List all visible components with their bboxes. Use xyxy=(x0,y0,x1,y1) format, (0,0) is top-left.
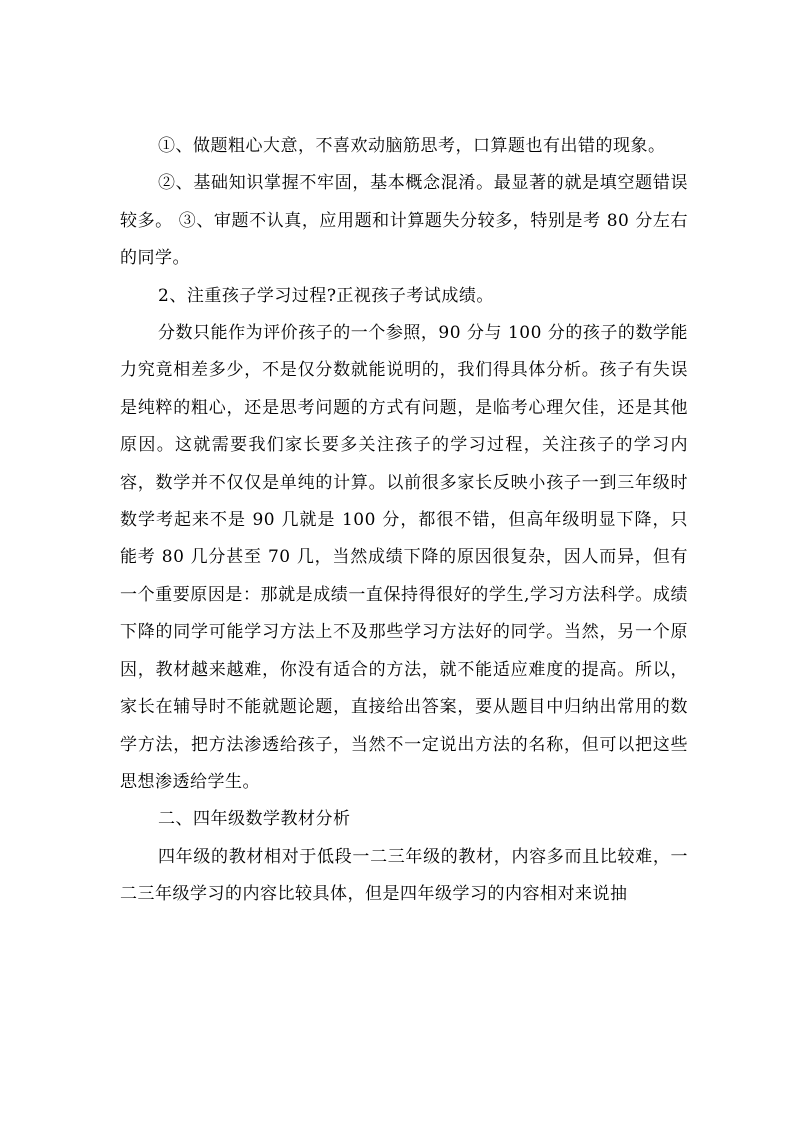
paragraph-4: 四年级的教材相对于低段一二三年级的教材，内容多而且比较难，一二三年级学习的内容比较具体，但是四年级学习的内容相对来说抽 xyxy=(120,846,688,905)
document-body xyxy=(120,128,688,914)
section-heading-analysis: 二、四年级数学教材分析 xyxy=(158,809,351,830)
paragraph-1: ①、做题粗心大意，不喜欢动脑筋思考，口算题也有出错的现象。 xyxy=(158,136,666,156)
section-heading-2: 2、注重孩子学习过程?正视孩子考试成绩。 xyxy=(158,285,494,306)
paragraph-3: 分数只能作为评价孩子的一个参照，90 分与 100 分的孩子的数学能力究竟相差多少，不是仅分数就能说明的，我们得具体分析。孩子有失误是纯粹的粗心，还是思考问题的方式有问题，是临考心理欠佳，还是其他原因。这就需要我们家长要多关注孩子的学习过程，关注孩子的学习内容，数学并不仅仅是单纯的计算。以前很多家长反映小孩子一到三年级时数学考起来不是 90 几就是 100 分，都很不错，但高年级明显下降，只能考 80 几分甚至 70 几，当然成绩下降的原因很复杂，因人而异，但有一个重要原因是：那就是成绩一直保持得很好的学生,学习方法科学。成绩下降的同学可能学习方法上不及那些学习方法好的同学。当然，另一个原因，教材越来越难，你没有适合的方法，就不能适应难度的提高。所以，家长在辅导时不能就题论题，直接给出答案，要从题目中归纳出常用的数学方法，把方法渗透给孩子，当然不一定说出方法的名称，但可以把这些思想渗透给学生。 xyxy=(120,323,688,792)
paragraph-2: ②、基础知识掌握不牢固，基本概念混淆。最显著的就是填空题错误较多。 ③、审题不认真，应用题和计算题失分较多，特别是考 80 分左右的同学。 xyxy=(120,173,688,269)
